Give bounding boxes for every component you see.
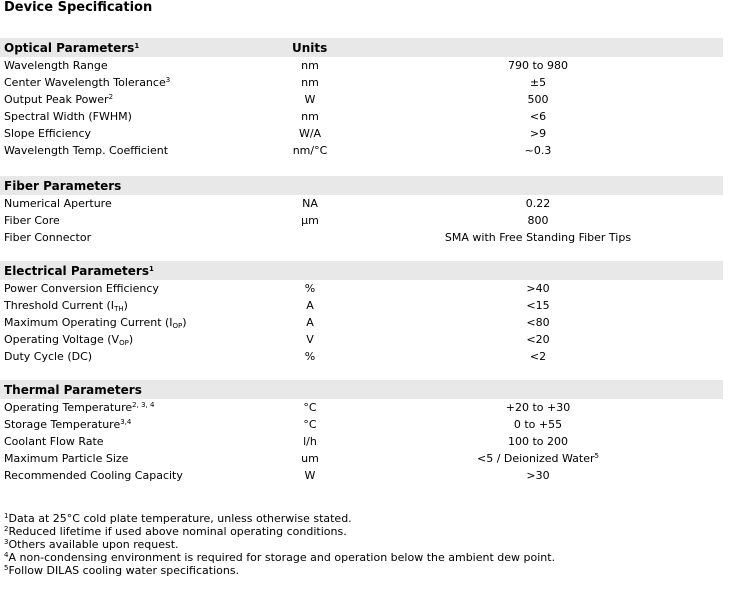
section-header [0, 176, 723, 195]
spec-name: Wavelength Temp. Coefficient [4, 144, 169, 157]
spec-row-center-wavelength-tolerance [0, 74, 723, 91]
spec-value: +20 to +30 [505, 401, 571, 414]
spec-row-operating-voltage [0, 331, 723, 348]
spec-value: ±5 [529, 76, 547, 89]
spec-unit: W [304, 93, 316, 106]
footnote: $^4$A non-condensing environment is required for storage and operation below the ambient dew point. [4, 551, 556, 564]
spec-name: Maximum Operating Current $(I_{OP})$ [4, 316, 187, 330]
section-header [0, 38, 723, 57]
spec-unit: NA [302, 197, 318, 210]
section-title: Optical Parameters$^1$ [4, 41, 140, 55]
spec-unit: °C [303, 401, 317, 414]
section-header [0, 380, 723, 399]
spec-value: <5 / Deionized Water$^5$ [477, 452, 599, 465]
spec-name: Recommended Cooling Capacity [4, 469, 183, 482]
spec-unit: nm [301, 110, 319, 123]
spec-value: 790 to 980 [507, 59, 569, 72]
spec-unit: nm [301, 76, 319, 89]
spec-name: Duty Cycle (DC) [4, 350, 93, 363]
spec-row-coolant-flow-rate [0, 433, 723, 450]
spec-name: Storage Temperature$^{3,4}$ [4, 418, 132, 431]
spec-value: >30 [526, 469, 550, 482]
spec-row-power-conversion-efficiency [0, 280, 723, 297]
spec-unit: % [304, 350, 316, 363]
section-header [0, 261, 723, 280]
spec-row-output-peak-power [0, 91, 723, 108]
spec-unit: A [306, 299, 314, 312]
spec-name: Output Peak Power$^2$ [4, 93, 114, 106]
spec-value: >40 [526, 282, 550, 295]
spec-name: Operating Voltage $(V_{OP})$ [4, 333, 134, 347]
spec-name: Spectral Width (FWHM) [4, 110, 132, 123]
spec-unit: % [304, 282, 316, 295]
spec-row-max-operating-current [0, 314, 723, 331]
spec-unit: l/h [303, 435, 317, 448]
spec-unit: V [306, 333, 314, 346]
spec-unit: W/A [298, 127, 322, 140]
spec-value: 0 to +55 [513, 418, 563, 431]
spec-row-max-particle-size [0, 450, 723, 467]
spec-row-recommended-cooling-capacity [0, 467, 723, 484]
spec-name: Operating Temperature$^{2, 3, 4}$ [4, 401, 155, 414]
spec-row-wavelength-range [0, 57, 723, 74]
section-optical-parameters [0, 38, 723, 159]
spec-value: <6 [529, 110, 547, 123]
footnotes [4, 512, 555, 577]
footnote: $^5$Follow DILAS cooling water specifications. [4, 564, 240, 577]
spec-name: Threshold Current $(I_{TH})$ [4, 299, 128, 313]
spec-unit: um [301, 452, 319, 465]
section-electrical-parameters [0, 261, 723, 365]
spec-row-numerical-aperture [0, 195, 723, 212]
footnote: $^3$Others available upon request. [4, 538, 179, 551]
spec-row-storage-temperature [0, 416, 723, 433]
spec-value: <20 [526, 333, 550, 346]
spec-value: 100 to 200 [507, 435, 569, 448]
spec-unit: nm [301, 59, 319, 72]
footnote: $^1$Data at 25°C cold plate temperature, unless otherwise stated. [4, 512, 352, 525]
spec-value: ~0.3 [524, 144, 552, 157]
spec-name: Coolant Flow Rate [4, 435, 104, 448]
spec-row-wavelength-temp-coefficient [0, 142, 723, 159]
spec-unit: W [304, 469, 316, 482]
spec-row-fiber-core [0, 212, 723, 229]
spec-unit: A [306, 316, 314, 329]
spec-name: Wavelength Range [4, 59, 108, 72]
spec-name: Fiber Connector [4, 231, 92, 244]
spec-row-operating-temperature [0, 399, 723, 416]
spec-name: Power Conversion Efficiency [4, 282, 159, 295]
spec-name: Maximum Particle Size [4, 452, 129, 465]
spec-value: 800 [527, 214, 549, 227]
units-column-header: Units [292, 41, 328, 55]
spec-row-spectral-width [0, 108, 723, 125]
spec-unit: nm/°C [292, 144, 328, 157]
footnote: $^2$Reduced lifetime if used above nominal operating conditions. [4, 525, 347, 538]
spec-row-slope-efficiency [0, 125, 723, 142]
spec-unit: µm [301, 214, 319, 227]
section-title: Electrical Parameters$^1$ [4, 264, 154, 278]
spec-row-threshold-current [0, 297, 723, 314]
spec-name: Fiber Core [4, 214, 60, 227]
section-title: Fiber Parameters [4, 179, 122, 193]
spec-value: <80 [526, 316, 550, 329]
section-title: Thermal Parameters [4, 383, 142, 397]
spec-value: >9 [529, 127, 547, 140]
spec-value: <2 [529, 350, 547, 363]
spec-row-duty-cycle [0, 348, 723, 365]
spec-row-fiber-connector [0, 229, 723, 246]
spec-value: 0.22 [525, 197, 551, 210]
spec-unit: °C [303, 418, 317, 431]
spec-name: Numerical Aperture [4, 197, 112, 210]
section-fiber-parameters [0, 176, 723, 246]
spec-value: <15 [526, 299, 550, 312]
spec-name: Center Wavelength Tolerance$^3$ [4, 76, 171, 89]
spec-name: Slope Efficiency [4, 127, 92, 140]
section-thermal-parameters [0, 380, 723, 484]
document-title: Device Specification [4, 0, 153, 15]
spec-value: SMA with Free Standing Fiber Tips [444, 231, 632, 244]
spec-value: 500 [527, 93, 549, 106]
